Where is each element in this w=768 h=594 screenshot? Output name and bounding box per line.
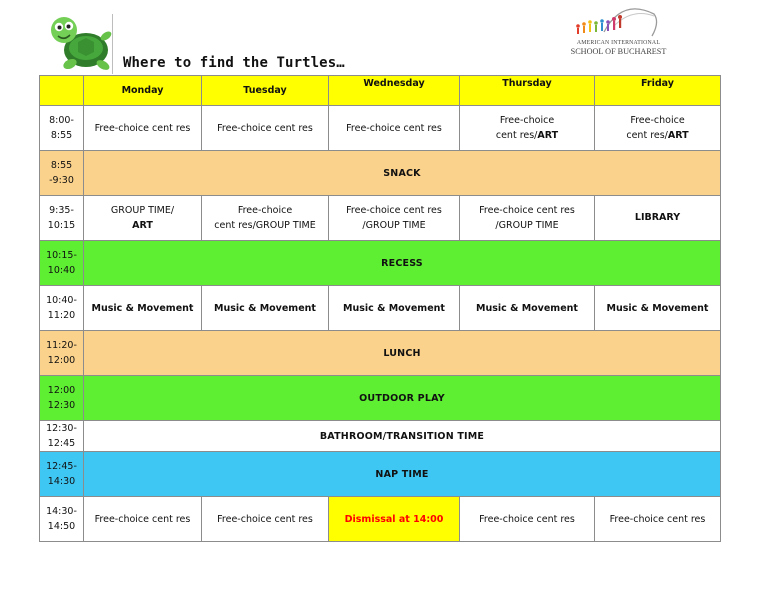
schedule-cell: Music & Movement (329, 286, 460, 331)
cell-line: /GROUP TIME (362, 220, 426, 231)
outdoor-play-band: OUTDOOR PLAY (84, 376, 721, 421)
header-tuesday: Tuesday (202, 76, 329, 106)
snack-band: SNACK (84, 151, 721, 196)
table-row (40, 196, 721, 241)
cell-line: Free-choice cent res (479, 205, 575, 216)
schedule-cell (84, 196, 202, 241)
cell-emphasis: ART (667, 130, 689, 141)
cell-emphasis: ART (132, 220, 153, 231)
school-name (567, 41, 670, 56)
schedule-cell (460, 106, 595, 151)
schedule-cell: Free-choice cent res (84, 497, 202, 542)
schedule-cell: Free-choice cent res (84, 106, 202, 151)
header-thursday: Thursday (460, 76, 595, 106)
cell-line: cent res/GROUP TIME (214, 220, 316, 231)
cell-line: /GROUP TIME (495, 220, 559, 231)
lunch-band: LUNCH (84, 331, 721, 376)
library-cell: LIBRARY (595, 196, 721, 241)
time-cell: 8:00- 8:55 (40, 106, 84, 151)
schedule-cell: Free-choice cent res (329, 106, 460, 151)
table-row (40, 331, 721, 376)
schedule-cell: Free-choice cent res (202, 497, 329, 542)
page-title: Where to find the Turtles… (123, 55, 345, 71)
cell-line: GROUP TIME/ (110, 205, 175, 216)
schedule-cell: Free-choice cent res (460, 497, 595, 542)
cell-line: Free-choice (237, 205, 293, 216)
cell-line: Free-choice (499, 115, 555, 126)
time-cell: 10:15- 10:40 (40, 241, 84, 286)
table-row (40, 376, 721, 421)
time-cell: 12:00 12:30 (40, 376, 84, 421)
dismissal-cell: Dismissal at 14:00 (329, 497, 460, 542)
schedule-cell: Music & Movement (460, 286, 595, 331)
time-cell: 12:30- 12:45 (40, 421, 84, 452)
cell-emphasis: ART (537, 130, 559, 141)
schedule-cell (460, 196, 595, 241)
cell-line: cent res/ (495, 130, 538, 141)
schedule-cell (595, 106, 721, 151)
schedule-cell: Music & Movement (84, 286, 202, 331)
schedule-cell (329, 196, 460, 241)
table-row (40, 497, 721, 542)
schedule-cell (202, 196, 329, 241)
header-monday: Monday (84, 76, 202, 106)
schedule-cell: Music & Movement (595, 286, 721, 331)
turtle-icon (48, 12, 114, 78)
school-name-line2: SCHOOL OF BUCHAREST (570, 46, 667, 56)
cell-line: Free-choice (630, 115, 685, 126)
nap-time-band: NAP TIME (84, 452, 721, 497)
schedule-cell: Free-choice cent res (595, 497, 721, 542)
header-wednesday: Wednesday (329, 76, 460, 106)
table-row (40, 421, 721, 452)
header-corner (40, 76, 84, 106)
schedule-cell: Music & Movement (202, 286, 329, 331)
cell-line: Free-choice cent res (346, 205, 442, 216)
header-row (40, 76, 721, 106)
table-row (40, 151, 721, 196)
time-cell: 14:30- 14:50 (40, 497, 84, 542)
bathroom-band: BATHROOM/TRANSITION TIME (84, 421, 721, 452)
table-row (40, 286, 721, 331)
time-cell: 11:20- 12:00 (40, 331, 84, 376)
schedule-cell: Free-choice cent res (202, 106, 329, 151)
time-cell: 9:35- 10:15 (40, 196, 84, 241)
header-friday: Friday (595, 76, 721, 106)
table-row (40, 241, 721, 286)
cell-line: cent res/ (626, 130, 668, 141)
recess-band: RECESS (84, 241, 721, 286)
school-name-line1: AMERICAN INTERNATIONAL (576, 40, 661, 46)
table-row (40, 106, 721, 151)
header-divider (112, 14, 113, 74)
table-row (40, 452, 721, 497)
time-cell: 12:45- 14:30 (40, 452, 84, 497)
schedule-table (39, 75, 721, 542)
time-cell: 10:40- 11:20 (40, 286, 84, 331)
time-cell: 8:55 -9:30 (40, 151, 84, 196)
